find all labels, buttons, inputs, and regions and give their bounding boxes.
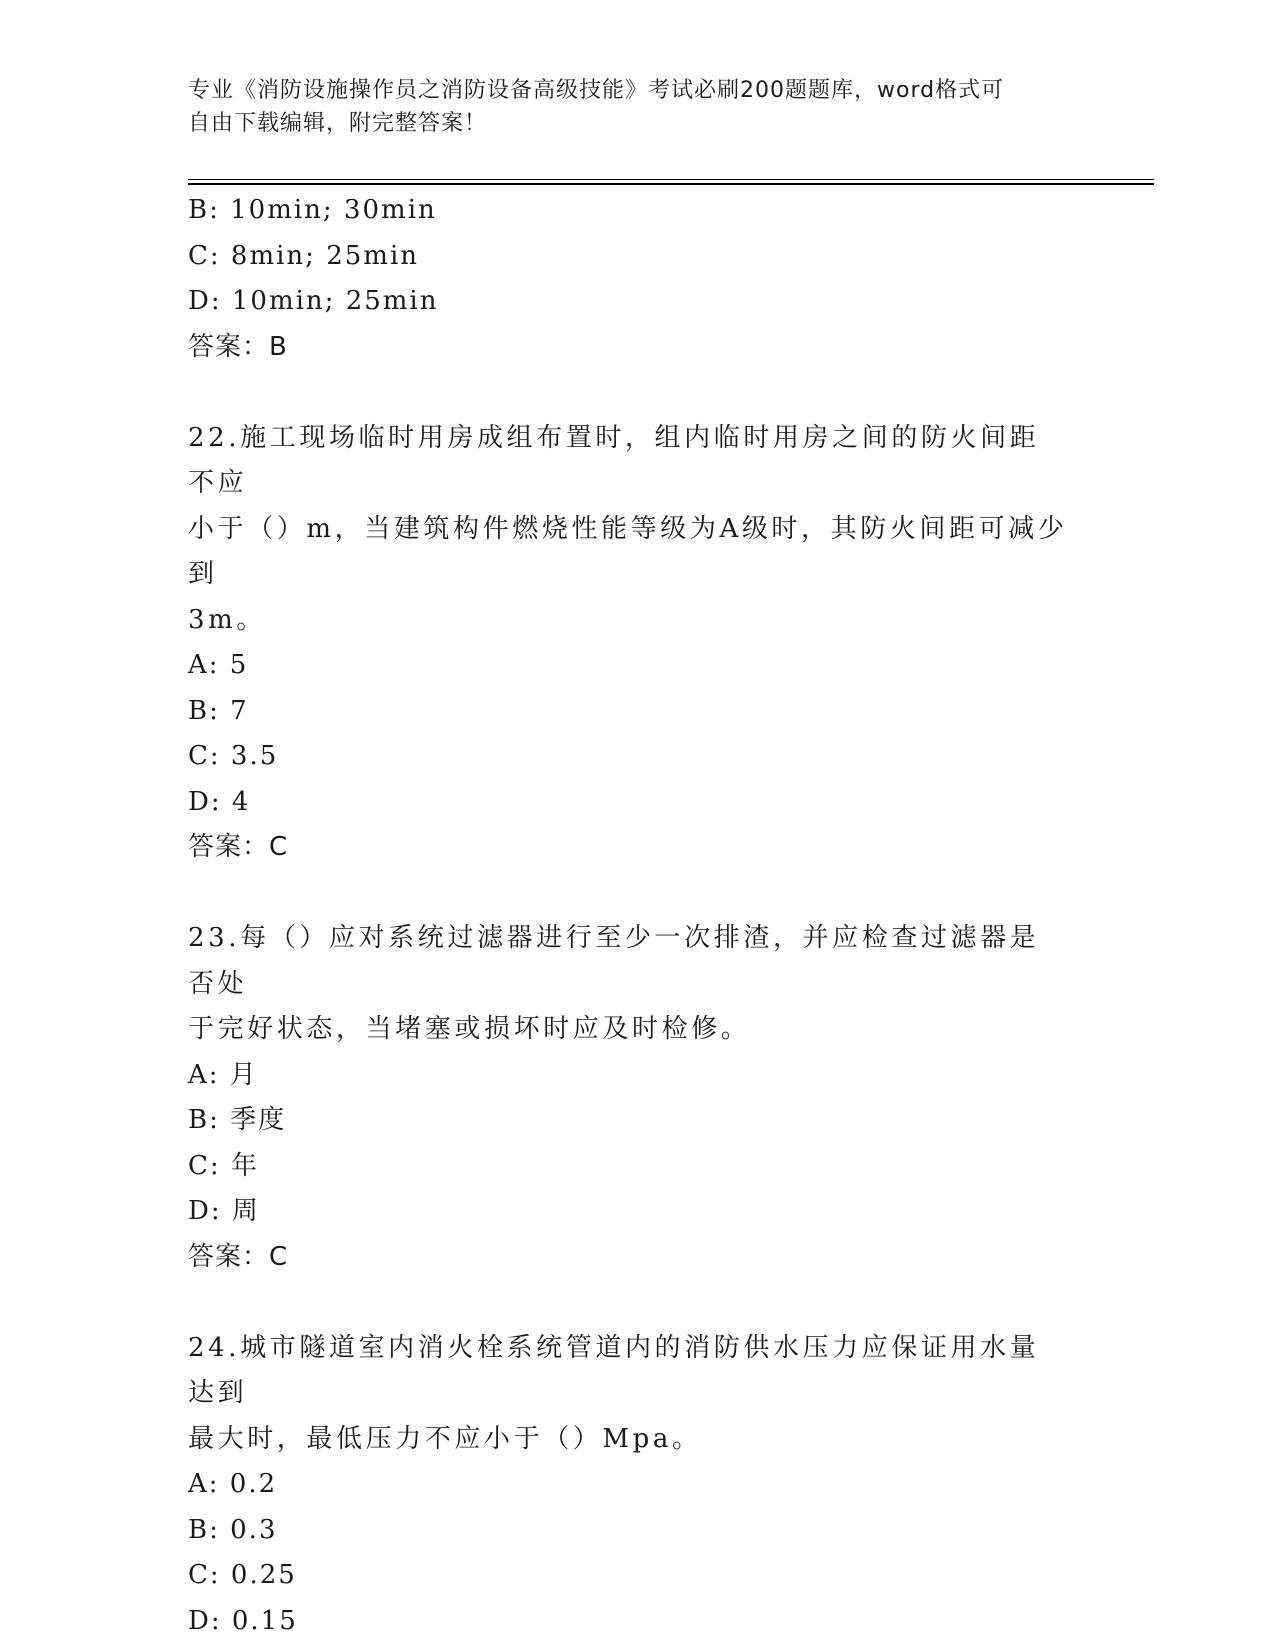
option-a: A: 月 xyxy=(188,1059,258,1090)
header-note xyxy=(188,74,1088,140)
option-b: B: 7 xyxy=(188,695,249,726)
header-line-1: 专业《消防设施操作员之消防设备高级技能》考试必刷200题题库，word格式可 xyxy=(188,78,1005,103)
header-line-2: 自由下载编辑，附完整答案！ xyxy=(188,111,488,136)
answer-line: 答案：C xyxy=(188,832,289,862)
question-text-line: 3m。 xyxy=(188,604,266,635)
answer-line: 答案：C xyxy=(188,1241,289,1272)
document-body xyxy=(188,188,1068,1644)
option-c: C: 8min; 25min xyxy=(188,240,419,271)
option-b: B: 季度 xyxy=(188,1105,287,1135)
spacer xyxy=(188,871,1068,917)
option-d: D: 0.15 xyxy=(188,1605,298,1636)
option-d: D: 4 xyxy=(188,786,251,817)
option-c: C: 3.5 xyxy=(188,741,279,771)
header-rule-thick xyxy=(188,183,1154,185)
question-text-line: 于完好状态，当堵塞或损坏时应及时检修。 xyxy=(188,1014,751,1044)
spacer xyxy=(188,370,1068,416)
question-22 xyxy=(188,416,1068,871)
answer-line: 答案：B xyxy=(188,331,288,362)
question-text-line: 最大时，最低压力不应小于（）Mpa。 xyxy=(188,1423,702,1454)
spacer xyxy=(188,1280,1068,1326)
header-rule-thin xyxy=(188,179,1154,180)
option-b: B: 0.3 xyxy=(188,1514,278,1545)
question-text-line: 小于（）m，当建筑构件燃烧性能等级为A级时，其防火间距可减少到 xyxy=(188,513,1068,589)
option-d: D: 周 xyxy=(188,1196,260,1226)
question-text-line: 23.每（）应对系统过滤器进行至少一次排渣，并应检查过滤器是否处 xyxy=(188,923,1040,999)
option-a: A: 5 xyxy=(188,650,249,680)
option-c: C: 0.25 xyxy=(188,1560,297,1590)
option-d: D: 10min; 25min xyxy=(188,286,439,316)
question-23 xyxy=(188,916,1068,1280)
option-a: A: 0.2 xyxy=(188,1469,278,1499)
prev-question-options xyxy=(188,188,1068,325)
option-b: B: 10min; 30min xyxy=(188,195,437,225)
question-24 xyxy=(188,1326,1068,1645)
option-c: C: 年 xyxy=(188,1150,259,1181)
question-text-line: 22.施工现场临时用房成组布置时，组内临时用房之间的防火间距不应 xyxy=(188,422,1040,498)
question-text-line: 24.城市隧道室内消火栓系统管道内的消防供水压力应保证用水量达到 xyxy=(188,1332,1040,1408)
